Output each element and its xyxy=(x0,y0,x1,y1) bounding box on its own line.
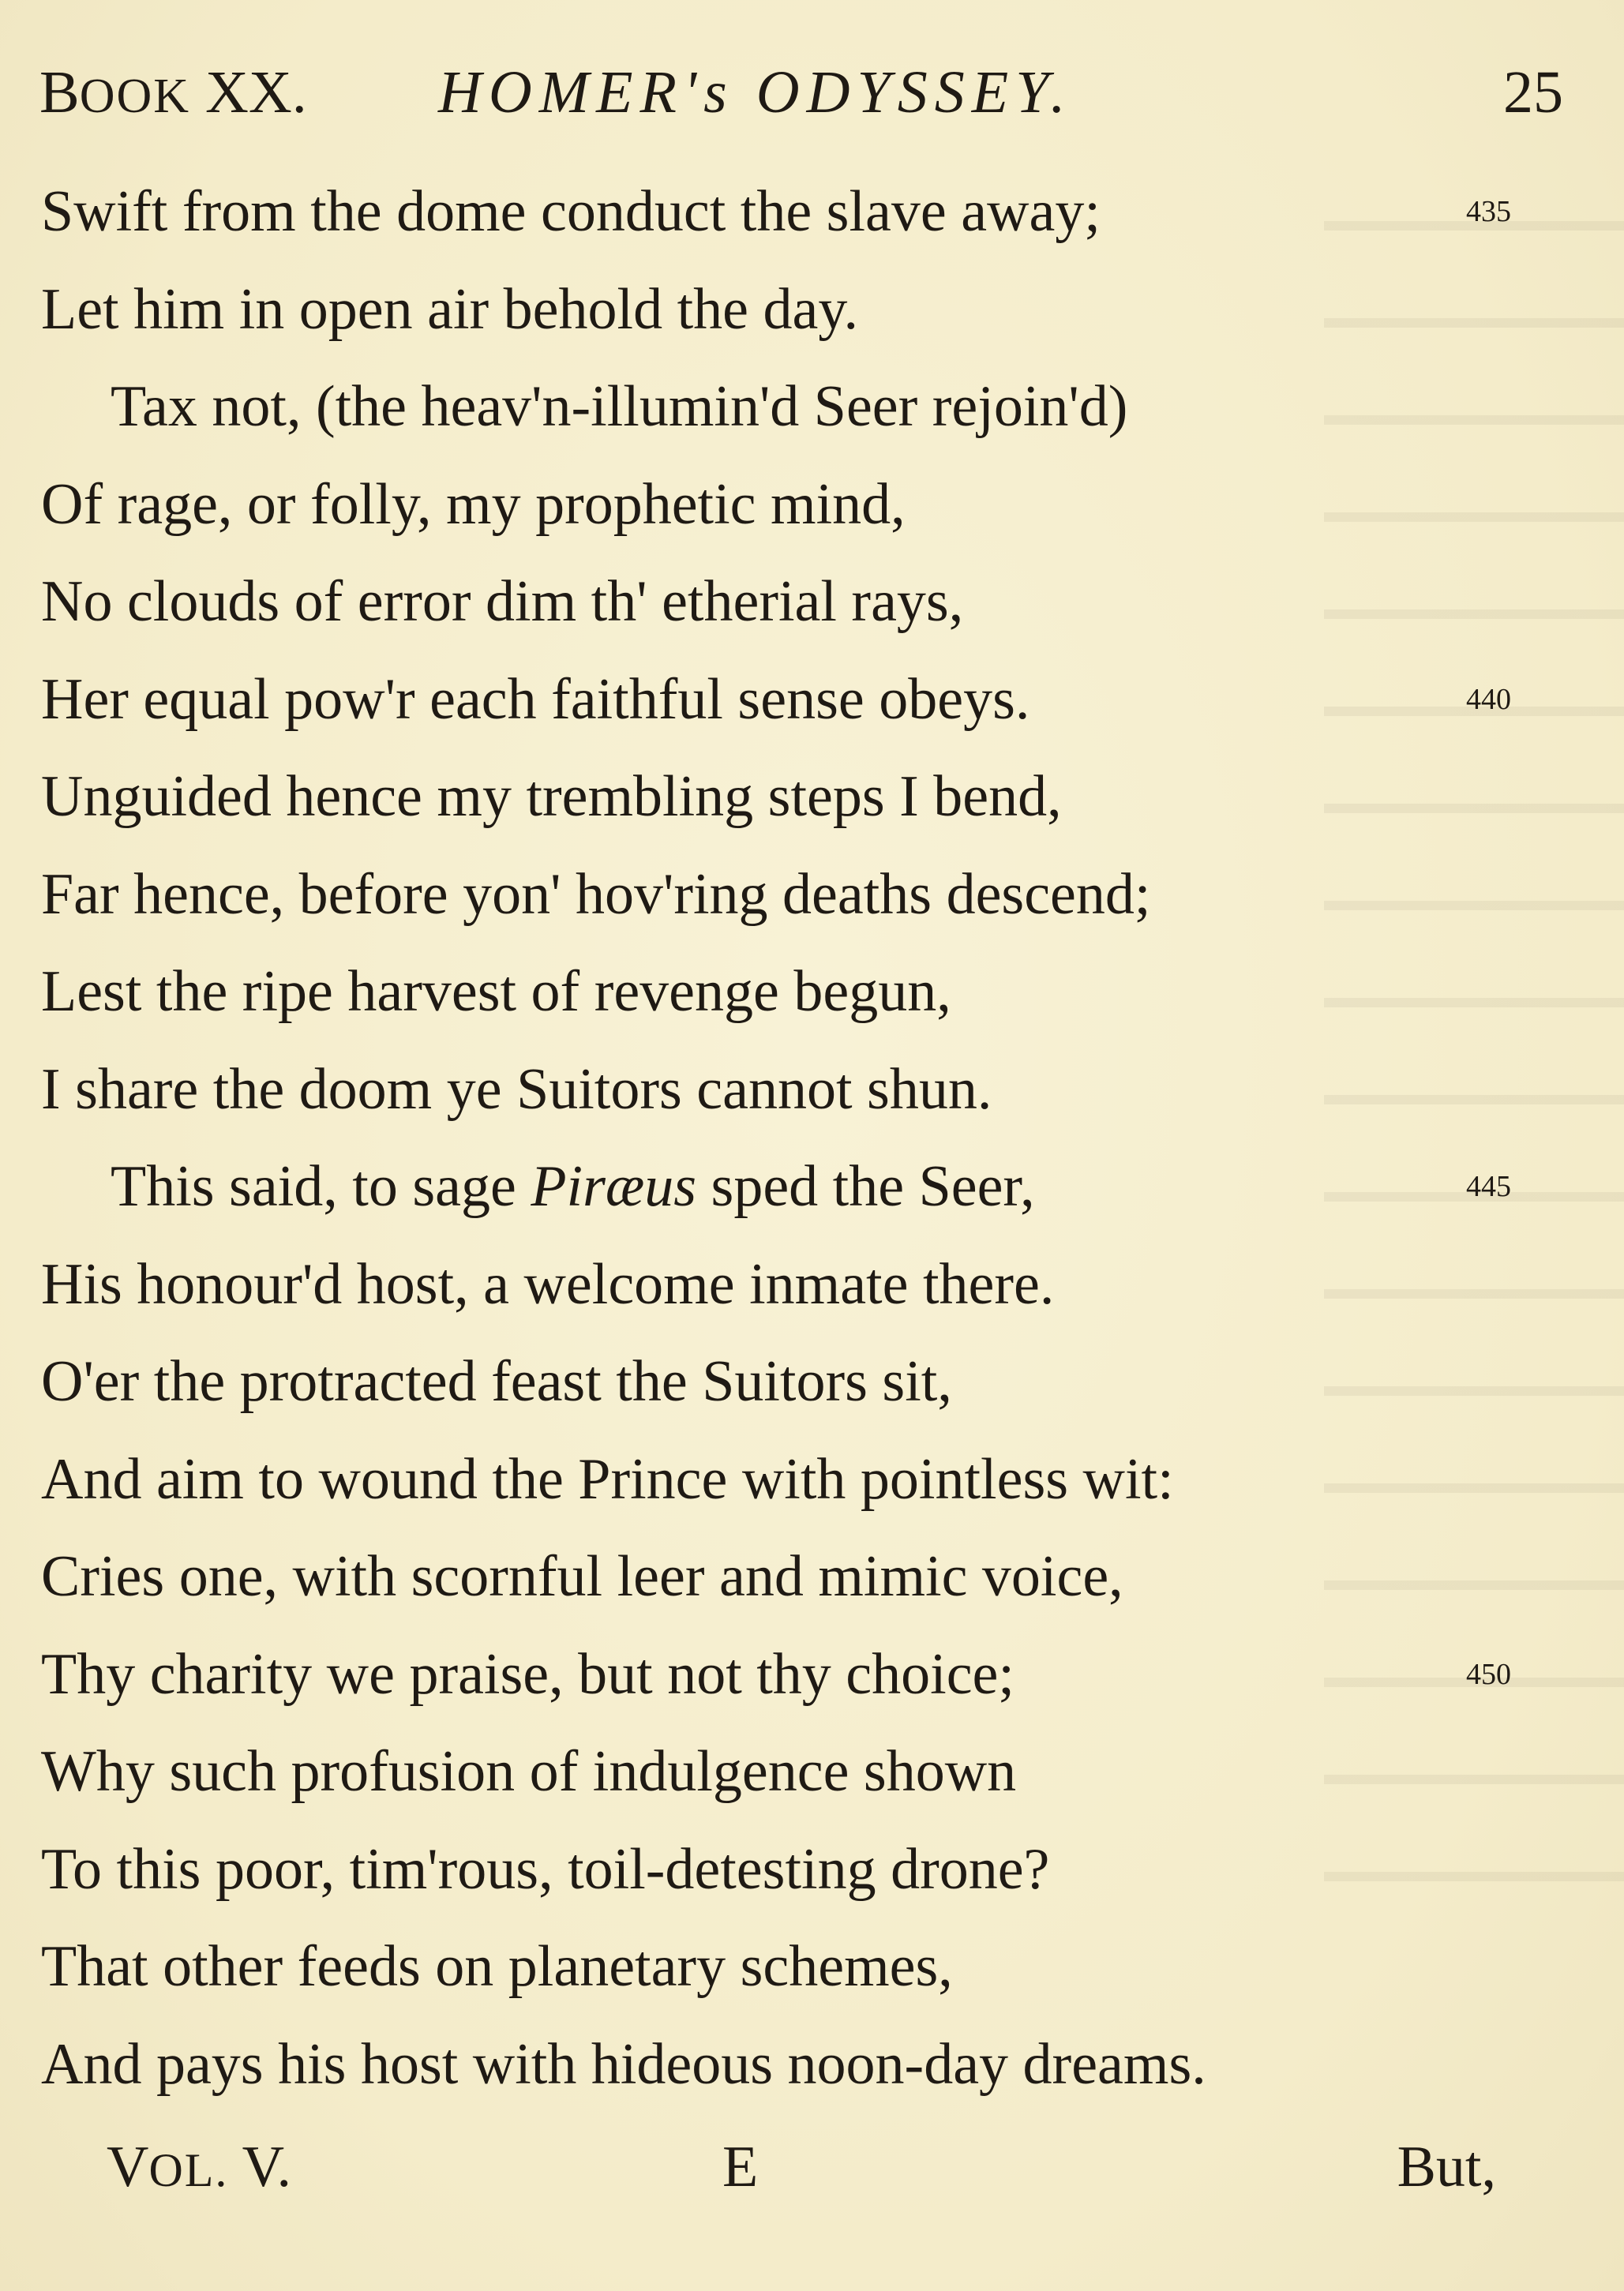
verse-line-text: To this poor, tim'rous, toil-detesting drone? xyxy=(41,1836,1050,1902)
line-number: 445 xyxy=(1466,1170,1511,1203)
signature-mark: E xyxy=(722,2135,759,2199)
running-head-book xyxy=(39,49,307,140)
verse-line xyxy=(41,1041,1541,1139)
verse-line-text: Far hence, before yon' hov'ring deaths descend; xyxy=(41,861,1151,927)
verse-text-italic-name: Piræus xyxy=(531,1154,697,1219)
verse-line xyxy=(41,456,1541,554)
verse-text-before: This said, to sage xyxy=(111,1154,531,1219)
page-footer xyxy=(107,2124,1496,2210)
running-title: HOMER's ODYSSEY. xyxy=(438,59,1073,126)
line-number: 440 xyxy=(1466,682,1511,716)
verse-line xyxy=(41,1138,1541,1236)
verse-line xyxy=(41,943,1541,1041)
book-lead-letter: B xyxy=(39,59,80,126)
verse-line xyxy=(41,261,1541,359)
verse-text-after: sped the Seer, xyxy=(696,1154,1035,1219)
verse-line xyxy=(41,1431,1541,1529)
verse-line xyxy=(41,1528,1541,1626)
verse-line-text: Of rage, or folly, my prophetic mind, xyxy=(41,471,906,537)
verse-line xyxy=(41,1723,1541,1821)
verse-line-text: I share the doom ye Suitors cannot shun. xyxy=(41,1056,992,1122)
catchword: But, xyxy=(1397,2135,1496,2199)
vol-small-caps: OL. xyxy=(148,2144,229,2196)
verse-line-text: Cries one, with scornful leer and mimic voice, xyxy=(41,1544,1123,1609)
verse-line xyxy=(41,553,1541,651)
verse-line-text: And pays his host with hideous noon-day dreams. xyxy=(41,2031,1206,2097)
verse-line-text: O'er the protracted feast the Suitors sit, xyxy=(41,1349,952,1414)
line-number: 450 xyxy=(1466,1657,1511,1691)
volume-mark xyxy=(107,2124,291,2214)
verse-line-text: No clouds of error dim th' etherial rays, xyxy=(41,569,964,634)
verse-line xyxy=(41,1918,1541,2016)
verse-line xyxy=(41,1333,1541,1431)
verse-line-text: And aim to wound the Prince with pointless wit: xyxy=(41,1446,1174,1512)
verse-line xyxy=(41,2016,1541,2114)
verse-line-text xyxy=(111,1154,1035,1219)
verse-line-text: His honour'd host, a welcome inmate there. xyxy=(41,1251,1055,1317)
verse-line-text: Why such profusion of indulgence shown xyxy=(41,1739,1017,1804)
verse-block xyxy=(41,163,1541,2113)
verse-line xyxy=(41,1626,1541,1724)
verse-line xyxy=(41,358,1541,456)
verse-line-text: Tax not, (the heav'n-illumin'd Seer rejoin'd) xyxy=(111,374,1128,439)
page-number: 25 xyxy=(1503,59,1563,126)
book-number: XX. xyxy=(205,59,307,126)
verse-line xyxy=(41,163,1541,261)
page-header xyxy=(39,49,1563,136)
verse-line-text: That other feeds on planetary schemes, xyxy=(41,1934,953,1999)
verse-line-text: Her equal pow'r each faithful sense obeys. xyxy=(41,666,1030,732)
verse-line xyxy=(41,1236,1541,1334)
vol-lead-letter: V xyxy=(107,2135,149,2199)
verse-line xyxy=(41,846,1541,944)
line-number: 435 xyxy=(1466,195,1511,228)
verse-line xyxy=(41,651,1541,749)
verse-line xyxy=(41,1821,1541,1919)
book-small-caps: OOK xyxy=(79,69,191,123)
verse-line-text: Thy charity we praise, but not thy choice; xyxy=(41,1641,1015,1707)
verse-line-text: Let him in open air behold the day. xyxy=(41,276,859,342)
verse-line xyxy=(41,748,1541,846)
vol-number: V. xyxy=(242,2135,292,2199)
verse-line-text: Swift from the dome conduct the slave away; xyxy=(41,179,1101,244)
verse-line-text: Unguided hence my trembling steps I bend, xyxy=(41,764,1062,829)
verse-line-text: Lest the ripe harvest of revenge begun, xyxy=(41,959,951,1024)
